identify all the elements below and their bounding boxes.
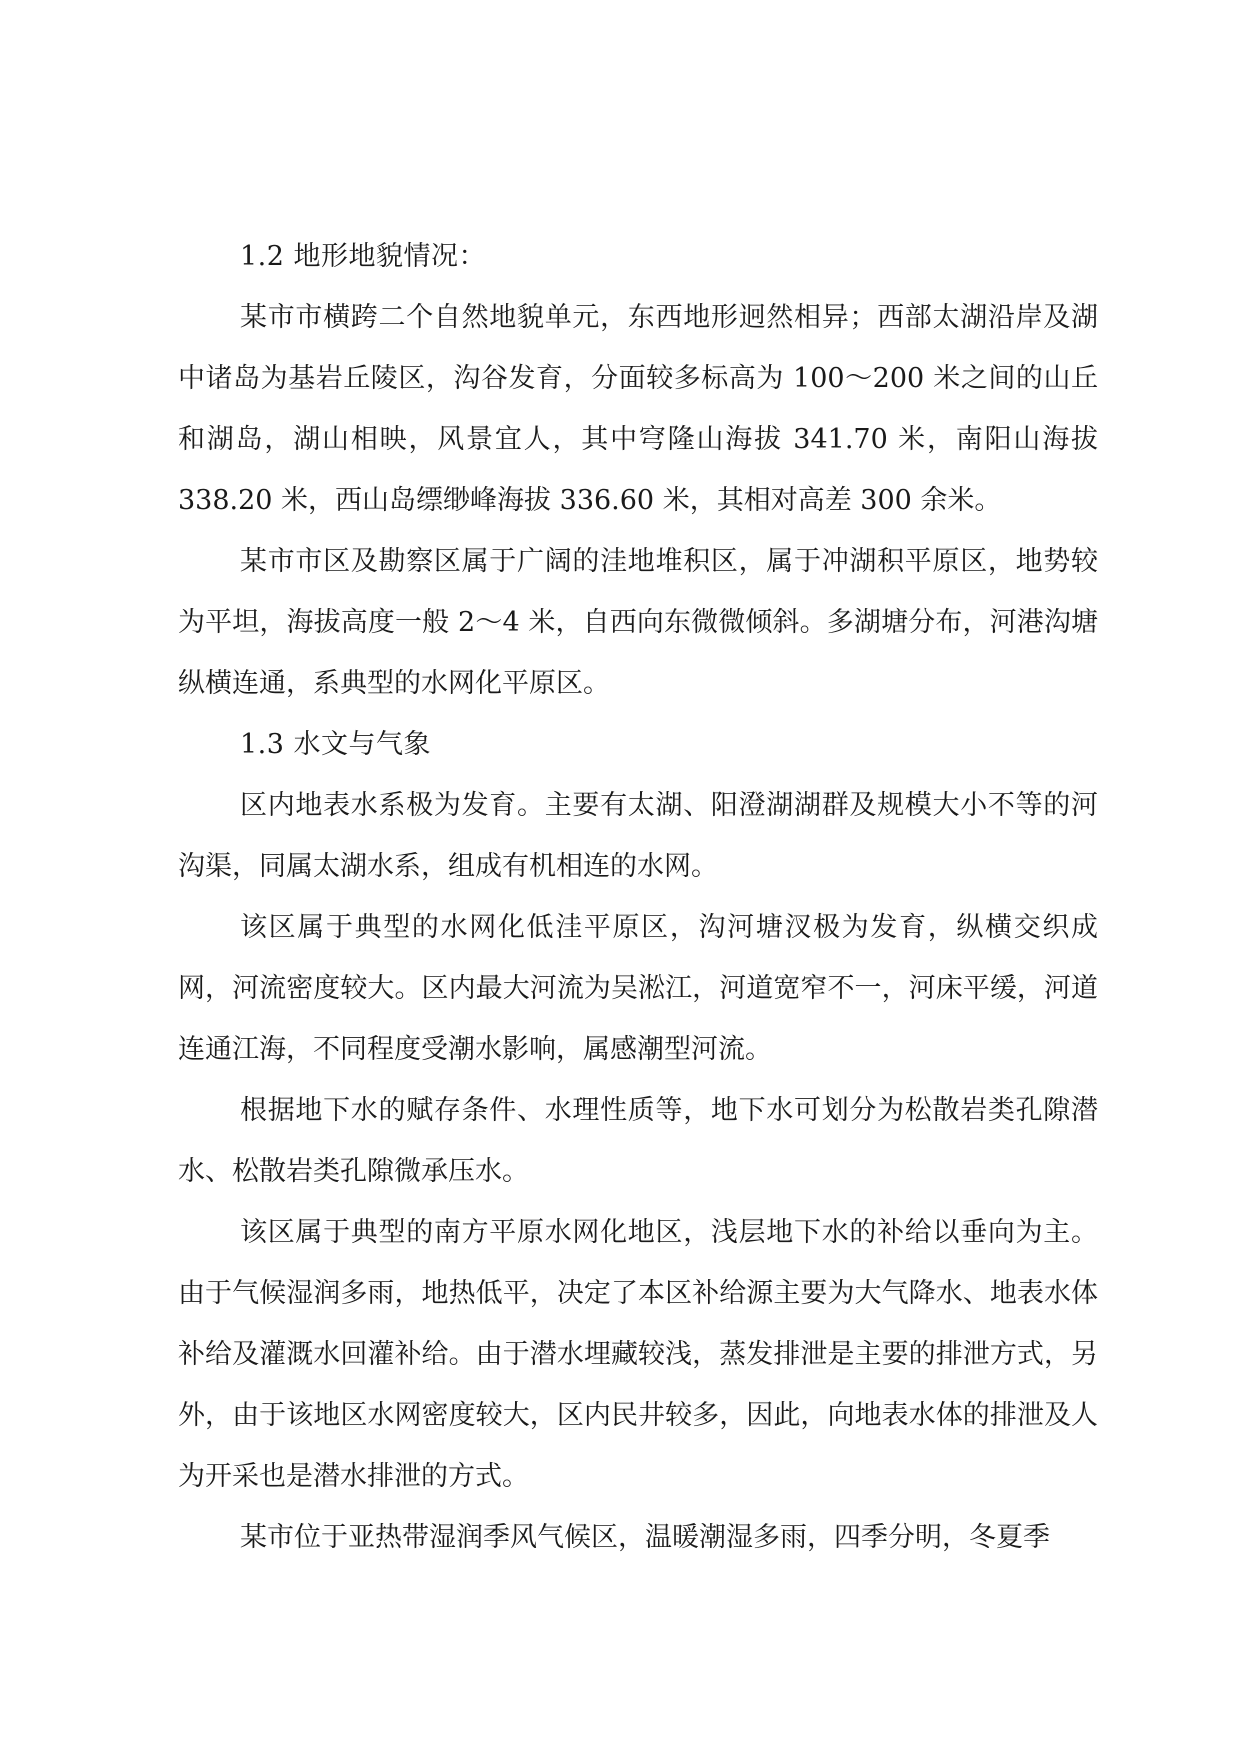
paragraph-river-network: 该区属于典型的水网化低洼平原区，沟河塘汊极为发育，纵横交织成网，河流密度较大。区内最大河流为吴淞江，河道宽窄不一，河床平缓，河道连通江海，不同程度受潮水影响，属感潮型河流。 xyxy=(178,912,1098,1065)
paragraph-landform-overview: 某市市横跨二个自然地貌单元，东西地形迥然相异；西部太湖沿岸及湖中诸岛为基岩丘陵区，沟谷发育，分面较多标高为 100～200 米之间的山丘和湖岛，湖山相映，风景宜人，其中穹隆山海拔 341.70 米，南阳山海拔 338.20 米，西山岛缥缈峰海拔 336.60 米，其相对高差 300 余米。 xyxy=(178,302,1098,516)
section-heading-1-3: 1.3 水文与气象 xyxy=(240,729,432,760)
paragraph-climate: 某市位于亚热带湿润季风气候区，温暖潮湿多雨，四季分明，冬夏季 xyxy=(240,1522,1050,1553)
document-body xyxy=(178,226,1098,1568)
section-heading-1-2: 1.2 地形地貌情况： xyxy=(240,241,487,272)
paragraph-groundwater-recharge: 该区属于典型的南方平原水网化地区，浅层地下水的补给以垂向为主。由于气候湿润多雨，地热低平，决定了本区补给源主要为大气降水、地表水体补给及灌溉水回灌补给。由于潜水埋藏较浅，蒸发排泄是主要的排泄方式，另外，由于该地区水网密度较大，区内民井较多，因此，向地表水体的排泄及人为开采也是潜水排泄的方式。 xyxy=(178,1217,1098,1492)
paragraph-surface-water: 区内地表水系极为发育。主要有太湖、阳澄湖湖群及规模大小不等的河沟渠，同属太湖水系，组成有机相连的水网。 xyxy=(178,790,1098,882)
paragraph-groundwater-types: 根据地下水的赋存条件、水理性质等，地下水可划分为松散岩类孔隙潜水、松散岩类孔隙微承压水。 xyxy=(178,1095,1098,1187)
paragraph-urban-plain: 某市市区及勘察区属于广阔的洼地堆积区，属于冲湖积平原区，地势较为平坦，海拔高度一般 2～4 米，自西向东微微倾斜。多湖塘分布，河港沟塘纵横连通，系典型的水网化平原区。 xyxy=(178,546,1098,699)
